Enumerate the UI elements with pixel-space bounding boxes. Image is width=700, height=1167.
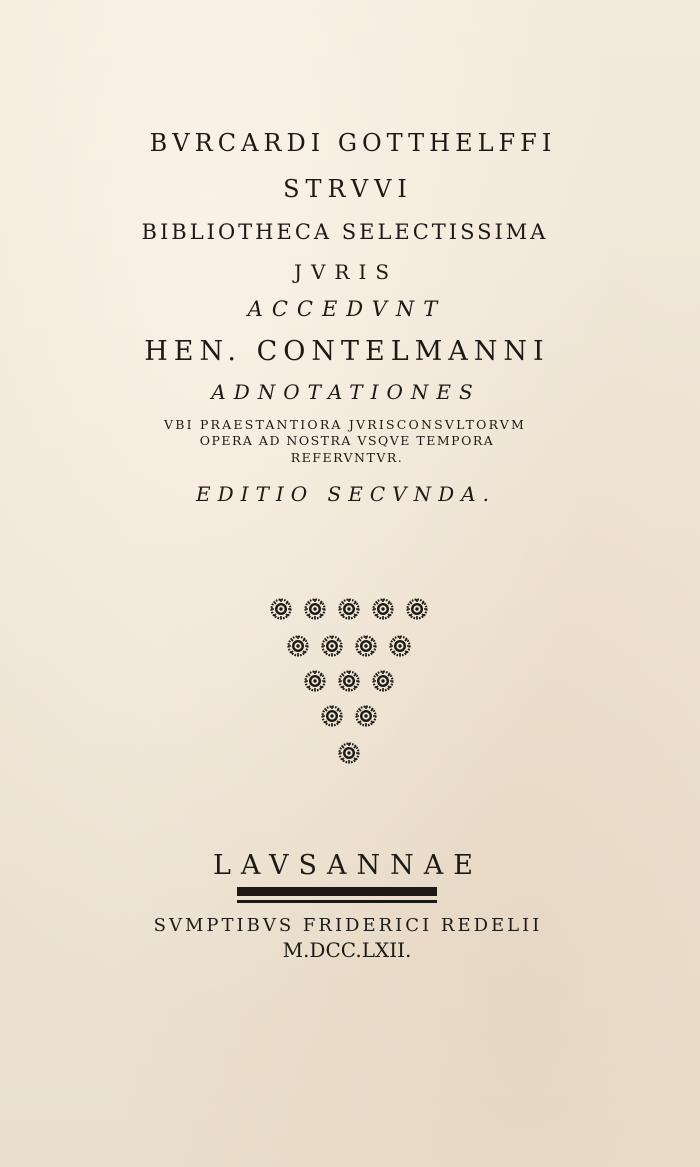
rosette-fleuron-icon	[338, 742, 360, 764]
subject-line: JVRIS	[293, 260, 399, 284]
rosette-fleuron-icon	[321, 635, 343, 657]
rosette-fleuron-icon	[270, 598, 292, 620]
double-rule-thin	[237, 900, 437, 903]
annotator-line: HEN. CONTELMANNI	[144, 336, 550, 367]
rosette-fleuron-icon	[338, 670, 360, 692]
description-line-3: REFERVNTVR.	[290, 450, 404, 465]
publication-year: M.DCC.LXII.	[282, 938, 412, 962]
ornament-row-4	[0, 705, 699, 727]
double-rule-thick	[237, 887, 437, 896]
ornament-row-5	[0, 742, 699, 764]
rosette-fleuron-icon	[304, 598, 326, 620]
description-line-1: VBI PRAESTANTIORA JVRISCONSVLTORVM	[164, 417, 526, 432]
publisher-line: SVMPTIBVS FRIDERICI REDELII	[153, 915, 543, 936]
rosette-fleuron-icon	[287, 635, 309, 657]
ornament-row-2	[0, 635, 699, 657]
rosette-fleuron-icon	[355, 635, 377, 657]
rosette-fleuron-icon	[406, 598, 428, 620]
author-line-2: STRVVI	[283, 175, 413, 203]
accedunt-line: ACCEDVNT	[247, 297, 447, 321]
rosette-fleuron-icon	[372, 598, 394, 620]
rosette-fleuron-icon	[321, 705, 343, 727]
rosette-fleuron-icon	[389, 635, 411, 657]
place-of-publication: LAVSANNAE	[212, 850, 484, 881]
ornament-row-1	[0, 598, 699, 620]
description-line-2: OPERA AD NOSTRA VSQVE TEMPORA	[199, 433, 495, 448]
adnotationes-line: ADNOTATIONES	[211, 380, 481, 404]
rosette-fleuron-icon	[372, 670, 394, 692]
rosette-fleuron-icon	[338, 598, 360, 620]
author-line-1: BVRCARDI GOTTHELFFI	[149, 129, 557, 157]
rosette-fleuron-icon	[355, 705, 377, 727]
edition-line: EDITIO SECVNDA.	[196, 482, 496, 506]
ornament-row-3	[0, 670, 699, 692]
work-title: BIBLIOTHECA SELECTISSIMA	[141, 220, 549, 244]
rosette-fleuron-icon	[304, 670, 326, 692]
